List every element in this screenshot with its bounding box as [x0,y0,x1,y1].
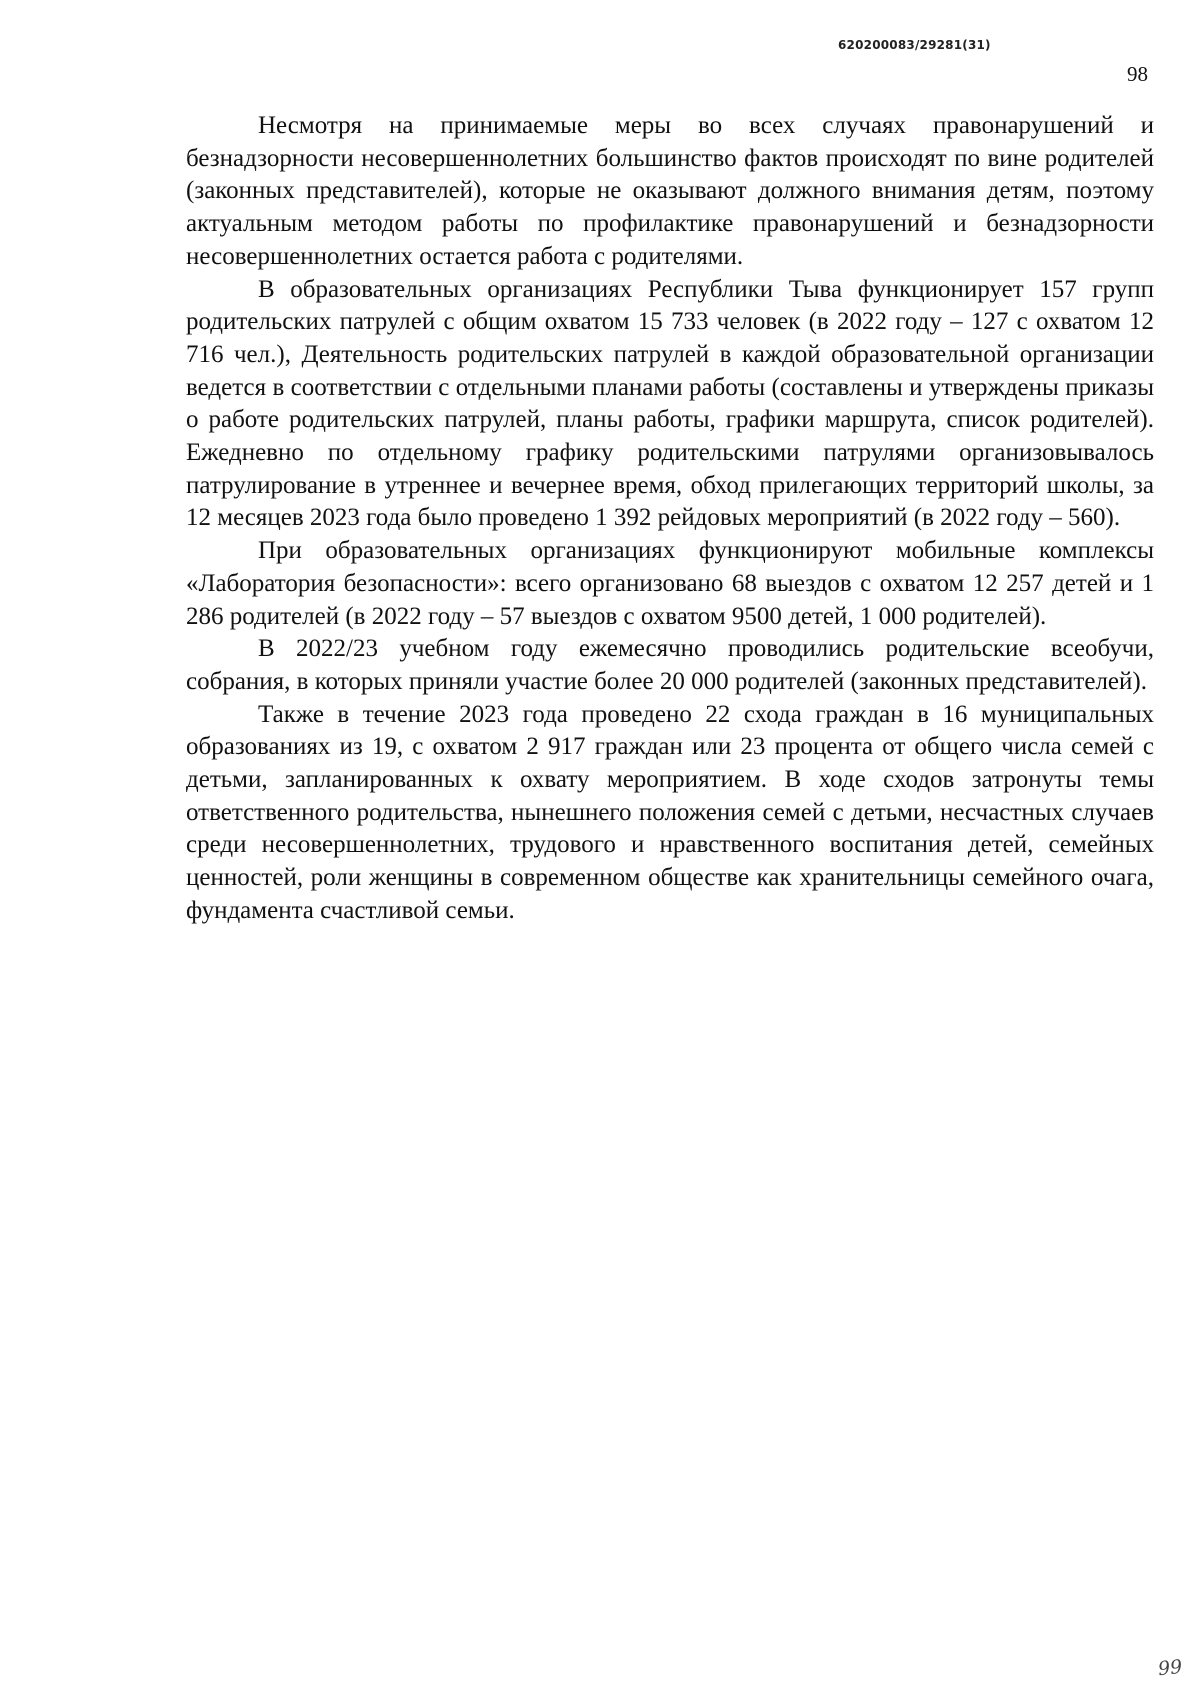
paragraph-parent-meetings: В 2022/23 учебном году ежемесячно проводились родительские всеобучи, собрания, в которых приняли участие более 20 000 родителей (законных представителей). [186,635,1154,695]
paragraph-parents-responsibility: Несмотря на принимаемые меры во всех случаях правонарушений и безнадзорности несовершеннолетних большинство фактов происходят по вине родителей (законных представителей), которые не оказывают должного внимания детям, поэтому актуальным методом работы по профилактике правонарушений и безнадзорности несовершеннолетних остается работа с родителями. [186,112,1154,270]
paragraph-parent-patrols: В образовательных организациях Республики Тыва функционирует 157 групп родительских патрулей с общим охватом 15 733 человек (в 2022 году – 127 с охватом 12 716 чел.), Деятельность родительских патрулей в каждой образовательной организации ведется в соответствии с отдельными планами работы (составлены и утверждены приказы о работе родительских патрулей, планы работы, графики маршрута, список родителей). Ежедневно по отдельному графику родительскими патрулями организовывалось патрулирование в утреннее и вечернее время, обход прилегающих территорий школы, за 12 месяцев 2023 года было проведено 1 392 рейдовых мероприятий (в 2022 году – 560). [186,275,1154,532]
body-text [186,110,1154,928]
paragraph-citizen-gatherings: Также в течение 2023 года проведено 22 схода граждан в 16 муниципальных образованиях из 19, с охватом 2 917 граждан или 23 процента от общего числа семей с детьми, запланированных к охвату мероприятием. В ходе сходов затронуты темы ответственного родительства, нынешнего положения семей с детьми, несчастных случаев среди несовершеннолетних, трудового и нравственного воспитания детей, семейных ценностей, роли женщины в современном обществе как хранительницы семейного очага, фундамента счастливой семьи. [186,700,1154,924]
document-id: 620200083/29281(31) [838,38,991,52]
handwritten-page-mark: 99 [1156,1655,1184,1681]
paragraph-safety-laboratory: При образовательных организациях функционируют мобильные комплексы «Лаборатория безопасности»: всего организовано 68 выездов с охватом 12 257 детей и 1 286 родителей (в 2022 году – 57 выездов с охватом 9500 детей, 1 000 родителей). [186,537,1154,630]
page-number: 98 [1127,62,1148,86]
